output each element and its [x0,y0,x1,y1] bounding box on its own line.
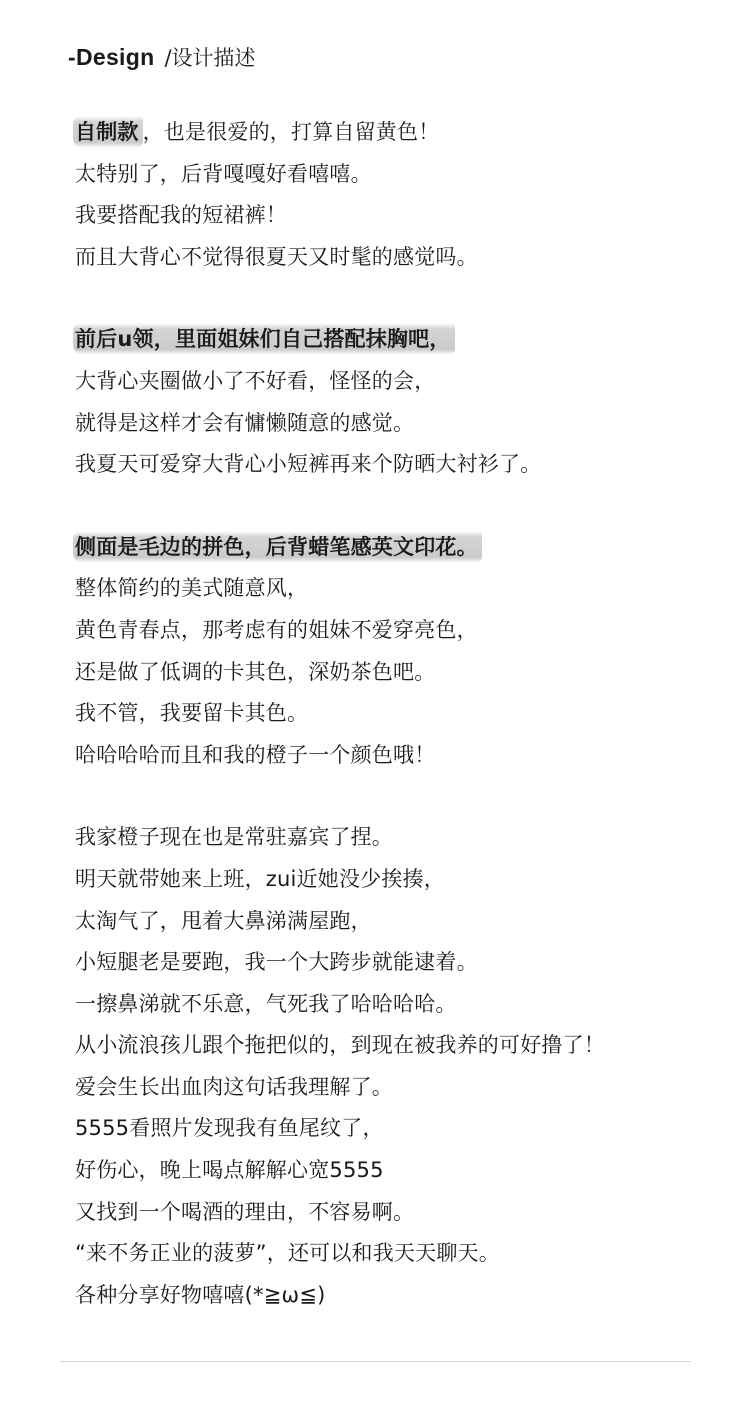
paragraph-lead-line [75,112,715,154]
paragraph-1 [75,112,715,278]
highlight-phrase: 侧面是毛边的拼色，后背蜡笔感英文印花。 [73,531,482,563]
paragraph-lead-line [75,527,715,569]
text-line: 就得是这样才会有慵懒随意的感觉。 [75,410,415,435]
text-line: 太淘气了，甩着大鼻涕满屋跑， [75,908,372,933]
header-english-title: -Design [68,44,155,70]
paragraph-2 [75,319,715,485]
text-line: 5555看照片发现我有鱼尾纹了， [75,1116,384,1141]
text-line: 黄色青春点，那考虑有的姐妹不爱穿亮色， [75,617,478,642]
bottom-divider [60,1361,691,1362]
text-line: 又找到一个喝酒的理由，不容易啊。 [75,1199,415,1224]
paragraph-lead-line [75,319,715,361]
lead-line-rest: ，也是很爱的，打算自留黄色！ [142,120,440,144]
text-line: 还是做了低调的卡其色，深奶茶色吧。 [75,659,436,684]
paragraph-3 [75,527,715,777]
text-line: “来不务正业的菠萝”，还可以和我天天聊天。 [75,1241,500,1266]
text-line: 从小流浪孩儿跟个拖把似的，到现在被我养的可好撸了！ [75,1033,605,1058]
text-line: 好伤心，晚上喝点解解心宽5555 [75,1158,384,1183]
section-header [68,42,256,74]
text-line: 我家橙子现在也是常驻嘉宾了捏。 [75,825,393,850]
text-line: 我要搭配我的短裙裤！ [75,203,287,228]
text-line: 爱会生长出血肉这句话我理解了。 [75,1074,393,1099]
paragraph-4 [75,817,715,1316]
text-line: 太特别了，后背嘎嘎好看嘻嘻。 [75,161,372,186]
text-line: 大背心夹圈做小了不好看，怪怪的会， [75,368,436,393]
text-line: 我不管，我要留卡其色。 [75,701,309,726]
text-line: 整体简约的美式随意风， [75,576,309,601]
highlight-phrase: 自制款 [73,116,143,148]
text-line: 而且大背心不觉得很夏天又时髦的感觉吗。 [75,244,478,269]
text-line: 小短腿老是要跑，我一个大跨步就能逮着。 [75,950,478,975]
text-line: 我夏天可爱穿大背心小短裤再来个防晒大衬衫了。 [75,452,542,477]
text-line: 各种分享好物嘻嘻(*≧ω≦) [75,1282,326,1307]
text-line: 一擦鼻涕就不乐意，气死我了哈哈哈哈。 [75,991,457,1016]
description-body [75,112,715,1357]
text-line: 明天就带她来上班，zui近她没少挨揍， [75,866,445,891]
text-line: 哈哈哈哈而且和我的橙子一个颜色哦！ [75,742,436,767]
highlight-phrase: 前后u领，里面姐妹们自己搭配抹胸吧， [73,323,455,355]
header-chinese-title: /设计描述 [164,46,256,70]
